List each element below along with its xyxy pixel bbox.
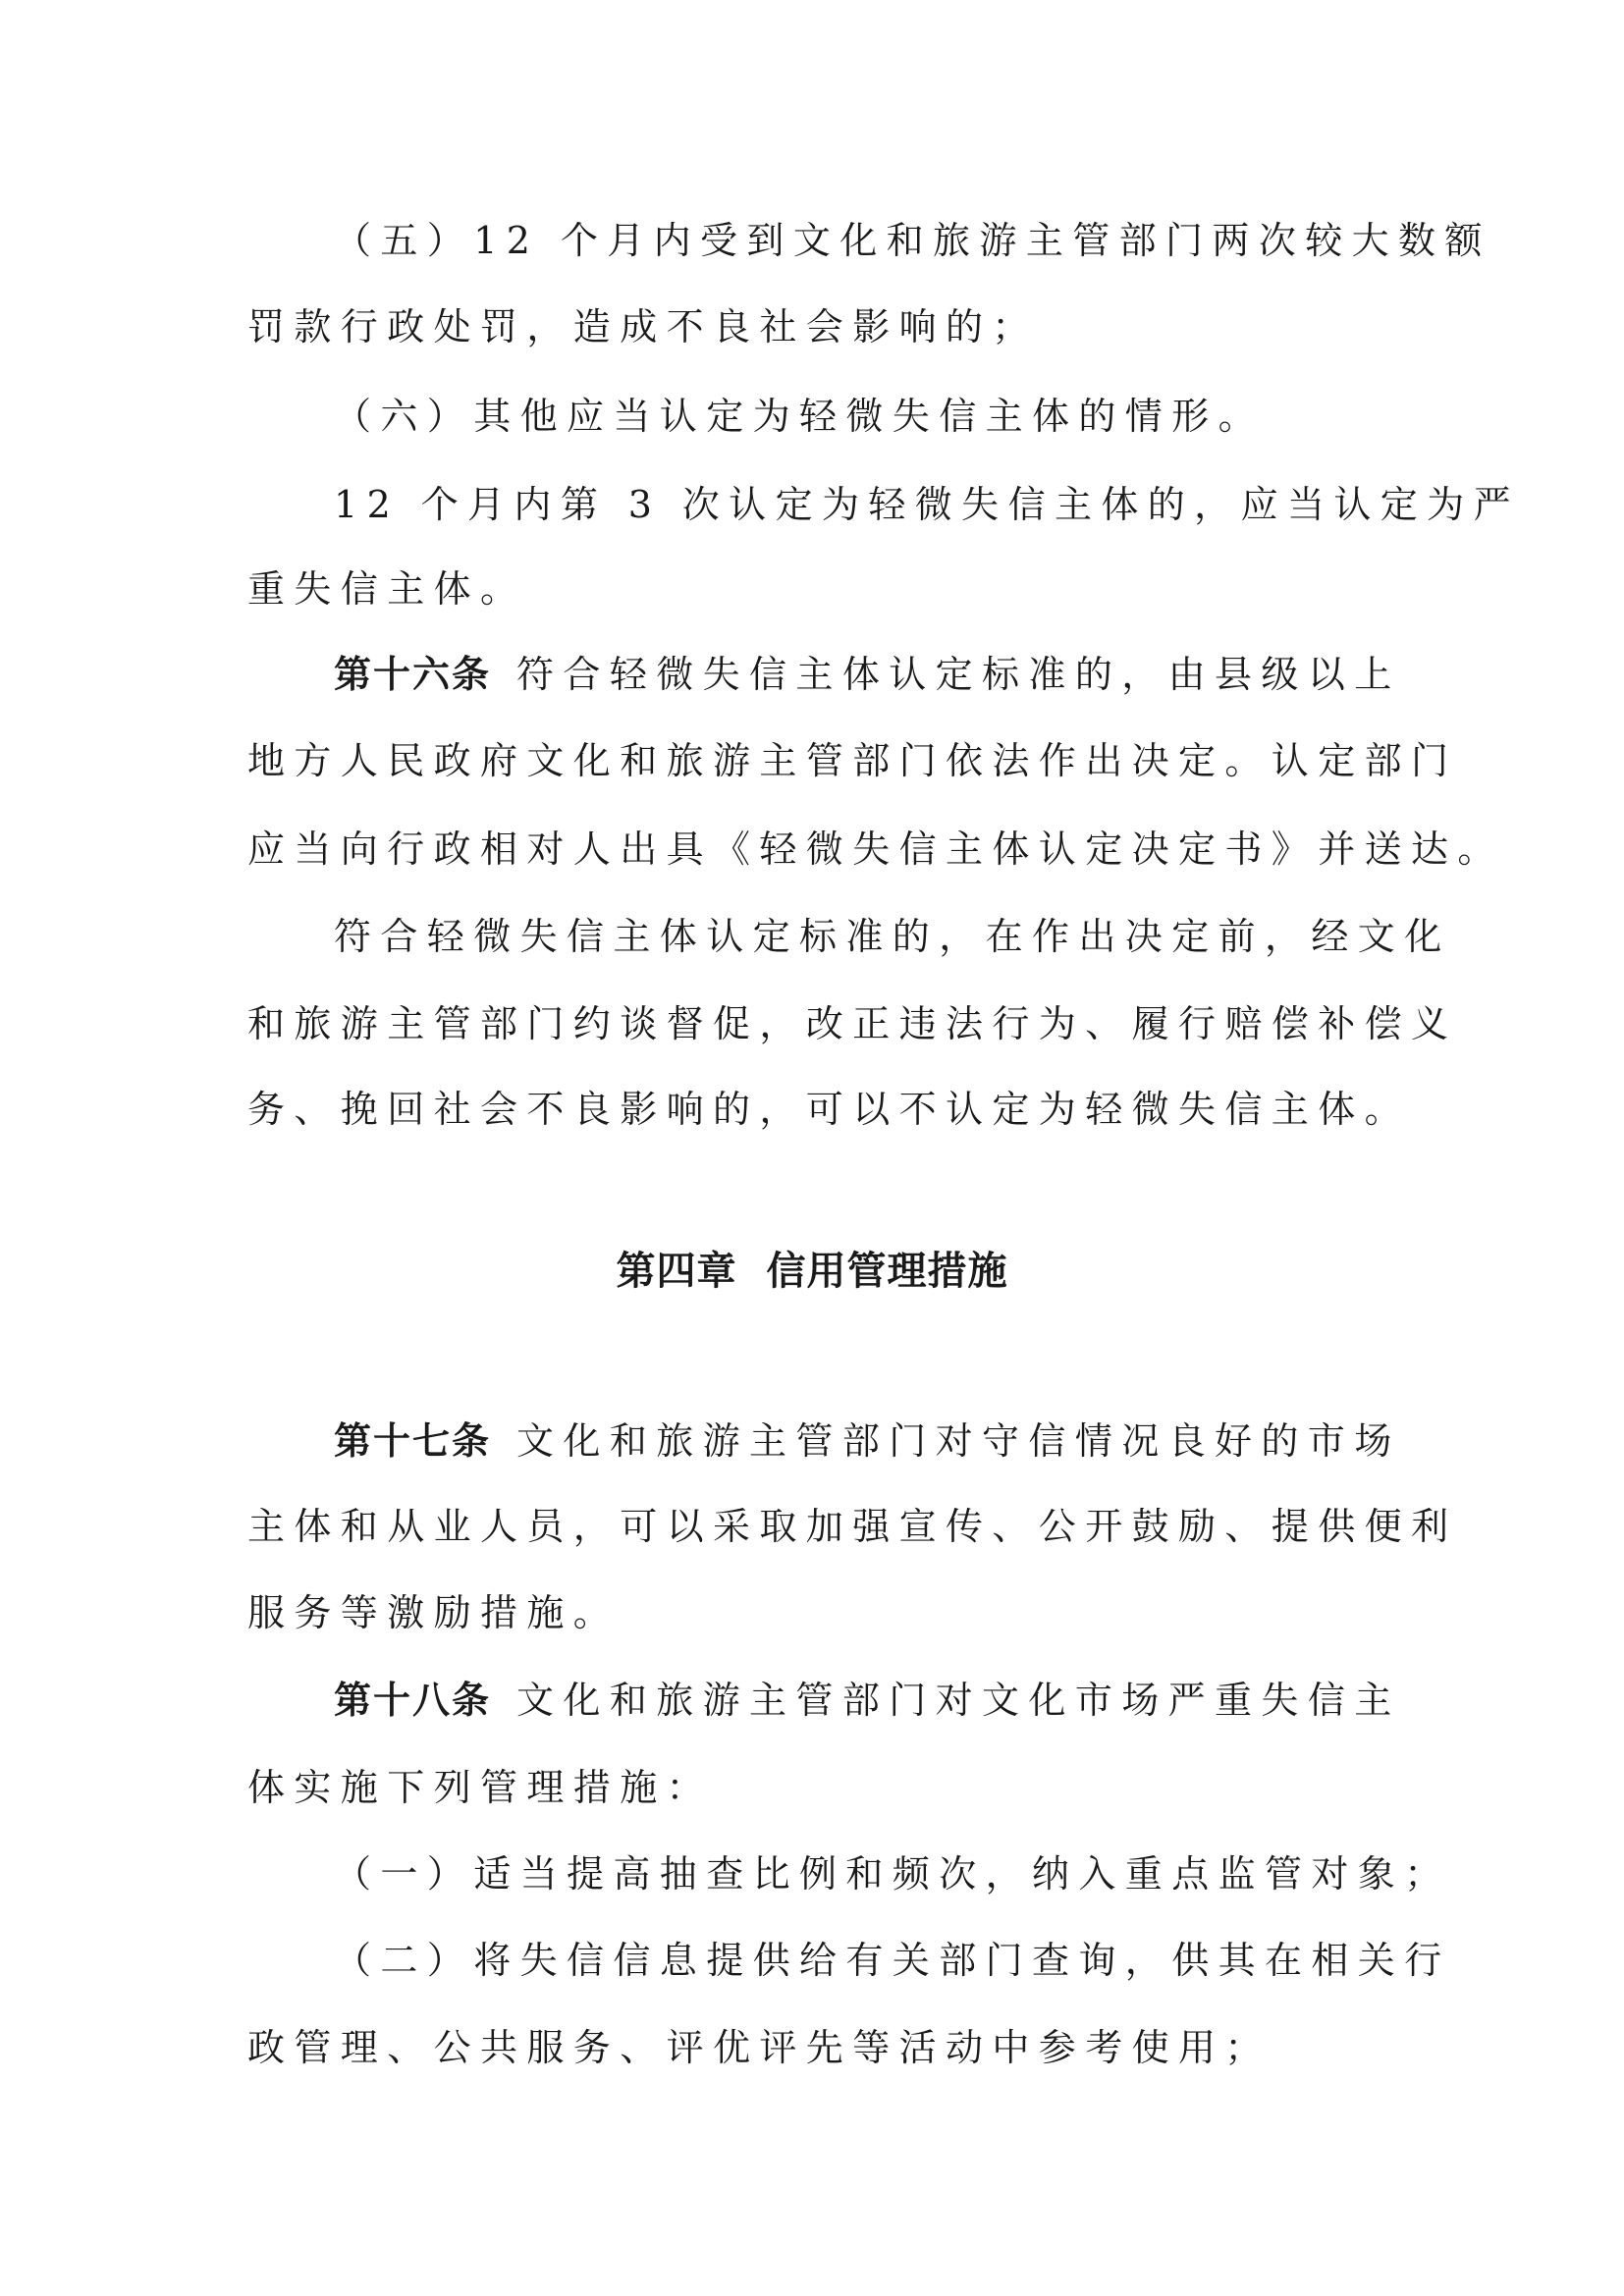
text-line: 符合轻微失信主体认定标准的，在作出决定前，经文化 xyxy=(334,915,1451,958)
text-line: 务、挽回社会不良影响的，可以不认定为轻微失信主体。 xyxy=(247,1088,1412,1131)
chapter-heading xyxy=(0,1247,1624,1296)
text-line: 服务等激励措施。 xyxy=(247,1591,621,1634)
article-16-first-line xyxy=(334,650,1401,699)
text-line: 地方人民政府文化和旅游主管部门依法作出决定。认定部门 xyxy=(247,739,1458,782)
article-18-first-line xyxy=(334,1676,1401,1725)
text-line: 体实施下列管理措施： xyxy=(247,1766,714,1809)
chapter-number: 第四章 xyxy=(616,1249,737,1294)
text-line: 重失信主体。 xyxy=(247,567,527,611)
text-line: 和旅游主管部门约谈督促，改正违法行为、履行赔偿补偿义 xyxy=(247,1002,1458,1045)
text-line: 罚款行政处罚，造成不良社会影响的； xyxy=(247,305,1039,348)
text-line: 应当向行政相对人出具《轻微失信主体认定决定书》并送达。 xyxy=(247,828,1504,871)
chapter-title: 信用管理措施 xyxy=(766,1249,1008,1294)
article-16-heading: 第十六条 xyxy=(334,653,492,696)
text-line: 符合轻微失信主体认定标准的，由县级以上 xyxy=(516,653,1401,696)
text-line: 主体和从业人员，可以采取加强宣传、公开鼓励、提供便利 xyxy=(247,1505,1458,1548)
text-line: 文化和旅游主管部门对守信情况良好的市场 xyxy=(516,1419,1401,1463)
article-17-first-line xyxy=(334,1416,1401,1466)
text-line: （一）适当提高抽查比例和频次，纳入重点监管对象； xyxy=(334,1852,1451,1896)
text-line: 政管理、公共服务、评优评先等活动中参考使用； xyxy=(247,2026,1272,2069)
text-line: 12 个月内第 3 次认定为轻微失信主体的，应当认定为严 xyxy=(334,483,1520,526)
article-18-heading: 第十八条 xyxy=(334,1679,492,1722)
article-17-heading: 第十七条 xyxy=(334,1419,492,1463)
text-line: （六）其他应当认定为轻微失信主体的情形。 xyxy=(334,395,1266,438)
text-line: （二）将失信信息提供给有关部门查询，供其在相关行 xyxy=(334,1939,1451,1982)
text-line: （五）12 个月内受到文化和旅游主管部门两次较大数额 xyxy=(334,219,1491,262)
text-line: 文化和旅游主管部门对文化市场严重失信主 xyxy=(516,1679,1401,1722)
